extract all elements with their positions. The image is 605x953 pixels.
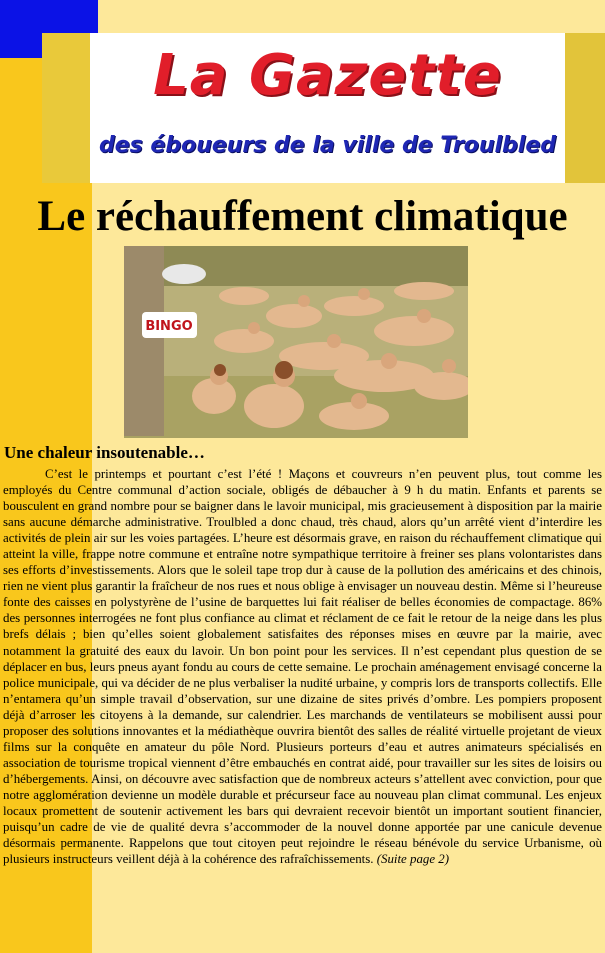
masthead-frame-right	[565, 33, 605, 183]
article-body	[3, 466, 602, 867]
masthead-title: La Gazette	[153, 43, 502, 108]
masthead	[90, 33, 565, 183]
section-heading: Une chaleur insoutenable…	[4, 443, 205, 462]
article-text: C’est le printemps et pourtant c’est l’été ! Maçons et couvreurs n’en peuvent plus, tout comme les employés du Centre communal d’action sociale, obligés de débaucher à 9 h du matin. Enfants et parents se bousculent en grand nombre pour se baigner dans le lavoir municipal, mis gracieusement à disposition par la mairie sans aucune démarche administrative. Troulbled a donc chaud, très chaud, alors qu’un arrêté vient d’interdire les activités de plein air sur les voies partagées. L’heure est désormais grave, en raison du réchauffement climatique qui atteint la ville, frappe notre commune et entraîne notre sympathique territoire à freiner ses plans volontaristes dans ses efforts d’investissements. Alors que le soleil tape trop dur à cause de la pollution des américains et des chinois, rien ne vient plus garantir la fraîcheur de nos rues et nous oblige à envisager un nouveau destin. Même si l’heureuse fonte des caisses en polystyrène de l’usine de barquettes lui fait réaliser de belles économies de compactage. 86% des personnes interrogées ne font plus confiance au climat et réclament de ce fait le retour de la neige dans les plus brefs délais ; bien qu’elles soient globalement satisfaites des réponses mises en œuvre par la mairie, avec notamment la gratuité des eaux du lavoir. Un bon point pour les services. Il n’est cependant plus question de se déplacer en bus, leurs pneus ayant fondu au cours de cette semaine. Le prochain aménagement envisagé concerne la police municipale, qui va décider de ne plus verbaliser la nudité urbaine, y compris lors de transports collectifs. Elle n’entamera qu’un simple travail d’observation, sur une dizaine de sites privés d’ombre. Les pompiers proposent déjà d’arroser les citoyens à la demande, sur calendrier. Les marchands de ventilateurs se mobilisent aussi pour proposer des solutions innovantes et la médiathèque ouvrira bientôt des salles de réalité virtuelle projetant de vieux films sur la conquête en amateur du pôle Nord. Plusieurs porteurs d’eau et autres animateurs spécialisés en association de tourisme tropical viennent d’être embauchés en contrat aidé, pour travailler sur les sites de loisirs ou d’hébergements. Ainsi, on découvre avec satisfaction que de nombreux acteurs s’attellent avec conviction, pour que notre agglomération devienne un modèle durable et précurseur face au nouveau plan climat communal. Les enjeux locaux promettent de soutenir activement les bars qui devraient recevoir bientôt un important soutient financier, puisqu’un cadre de vie de qualité devra s’accommoder de la nouvel donne apportée par une canicule devenue désormais permanente. Rappelons que tout citoyen peut rejoindre le réseau bénévole du service Urbanisme, où plusieurs instructeurs veillent déjà à la cohérence des rafraîchissements.	[3, 467, 602, 867]
masthead-subtitle: des éboueurs de la ville de Troulbled	[98, 133, 556, 158]
masthead-frame-left	[42, 33, 90, 183]
article-photo	[124, 246, 468, 438]
bingo-sign-text: BINGO	[145, 319, 193, 334]
page-title: Le réchauffement climatique	[37, 193, 568, 240]
continuation-note: (Suite page 2)	[376, 852, 450, 867]
crowd-photo-illustration	[124, 246, 468, 438]
corner-blue-block-lower	[0, 0, 42, 58]
